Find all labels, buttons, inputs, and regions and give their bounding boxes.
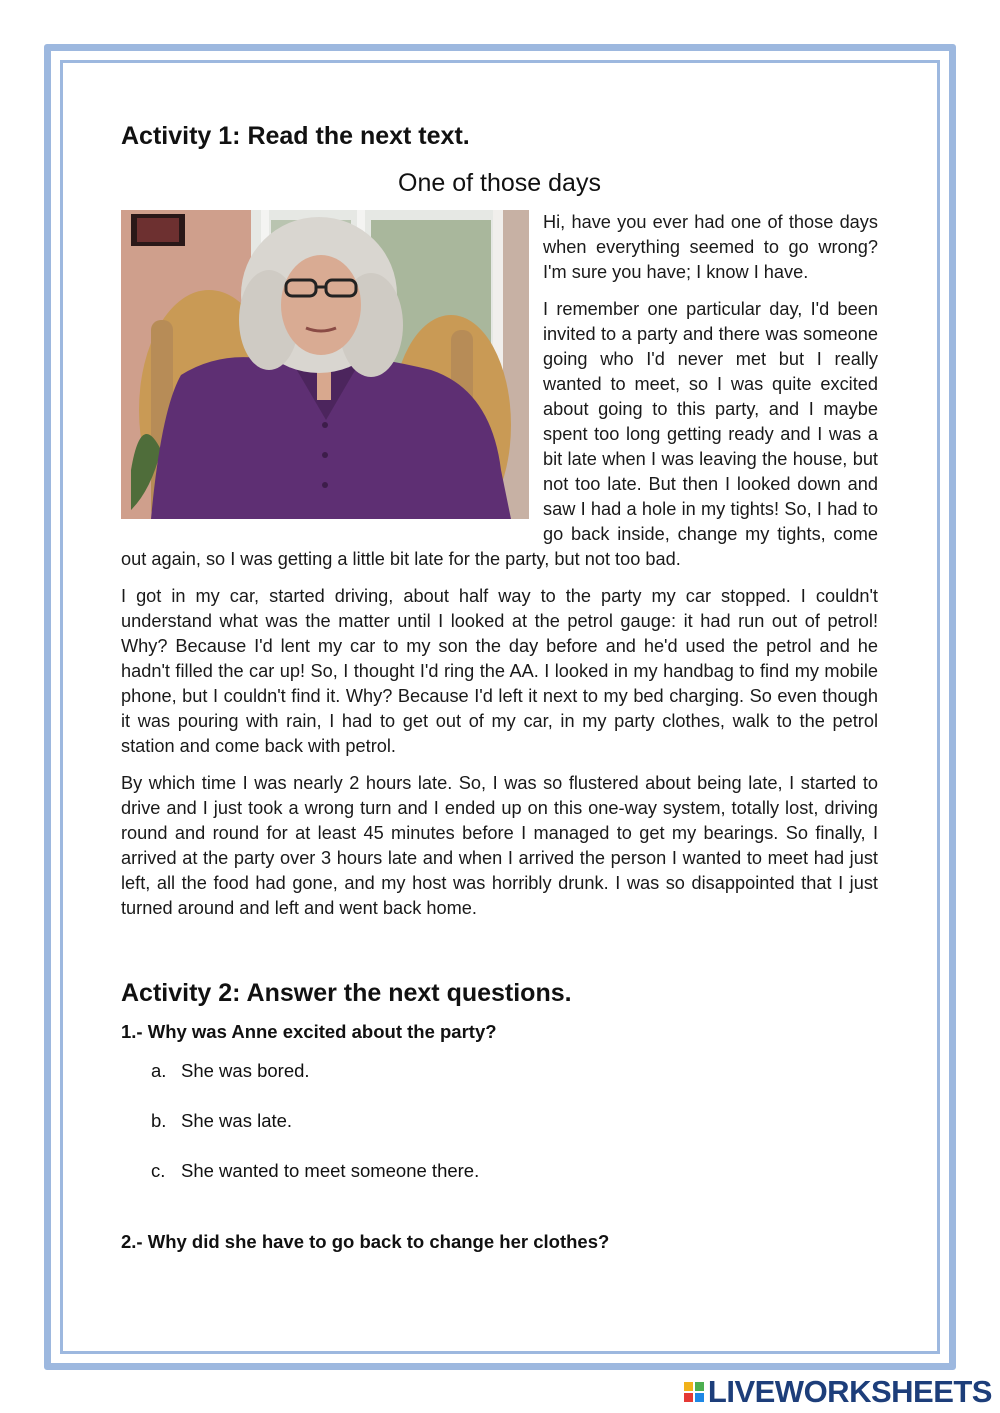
activity-1-heading — [121, 118, 878, 154]
story-paragraph-2: I remember one particular day, I'd been invited to a party and there was someone going who I'd never met but I really wanted to meet, so I was quite excited about going to this party, and I maybe spent too long getting ready and I was a bit late when I was leaving the house, but not too late. But then I looked down and saw I had a hole in my tights! So, I had to go back inside, change my tights, come out again, so I was getting a little bit late for the party, but not too bad. — [121, 299, 878, 569]
option-b[interactable] — [151, 1109, 878, 1133]
option-a[interactable] — [151, 1059, 878, 1083]
story-text — [121, 210, 878, 921]
option-c[interactable] — [151, 1159, 878, 1183]
story-paragraph-1: Hi, have you ever had one of those days when everything seemed to go wrong? I'm sure you have; I know I have. — [543, 212, 878, 282]
woman-photo — [121, 210, 529, 519]
option-b-text: She was late. — [181, 1110, 293, 1131]
activity-2-label: Activity 2: — [121, 979, 241, 1007]
option-c-text: She wanted to meet someone there. — [181, 1160, 480, 1181]
activity-1-label: Activity 1: — [121, 122, 241, 150]
question-1-options — [151, 1059, 878, 1183]
story-paragraph-4: By which time I was nearly 2 hours late. So, I was so flustered about being late, I started to drive and I just took a wrong turn and I ended up on this one-way system, totally lost, driving round and round for at least 45 minutes before I managed to get my bearings. So finally, I arrived at the party over 3 hours late and when I arrived the person I wanted to meet had just left, all the food had gone, and my host was horribly drunk. I was so disappointed that I just turned around and left and went back home. — [121, 773, 878, 918]
option-c-letter: c. — [151, 1160, 166, 1181]
activity-2-heading — [121, 975, 878, 1011]
woman-photo-illustration — [121, 210, 529, 519]
activity-1-instruction: Read the next text. — [247, 122, 470, 150]
logo-text: LIVEWORKSHEETS — [707, 1374, 992, 1409]
question-2: 2.- Why did she have to go back to change her clothes? — [121, 1231, 610, 1252]
story-title: One of those days — [398, 169, 601, 197]
option-a-text: She was bored. — [181, 1060, 310, 1081]
option-b-letter: b. — [151, 1110, 167, 1131]
worksheet-content — [121, 118, 878, 1269]
question-1: 1.- Why was Anne excited about the party? — [121, 1021, 497, 1042]
liveworksheets-logo — [684, 1376, 992, 1408]
activity-2-instruction: Answer the next questions. — [246, 979, 572, 1007]
story-paragraph-3: I got in my car, started driving, about half way to the party my car stopped. I couldn't understand what was the matter until I looked at the petrol gauge: it had run out of petrol! Why? Because I'd lent my car to my son the day before and he'd used the petrol and he hadn't filled the car up! So, I thought I'd ring the AA. I looked in my handbag to find my mobile phone, but I couldn't find it. Why? Because I'd left it next to my bed charging. So even though it was pouring with rain, I had to get out of my car, in my party clothes, walk to the petrol station and come back with petrol. — [121, 586, 878, 756]
option-a-letter: a. — [151, 1060, 167, 1081]
logo-squares-icon — [684, 1382, 704, 1402]
